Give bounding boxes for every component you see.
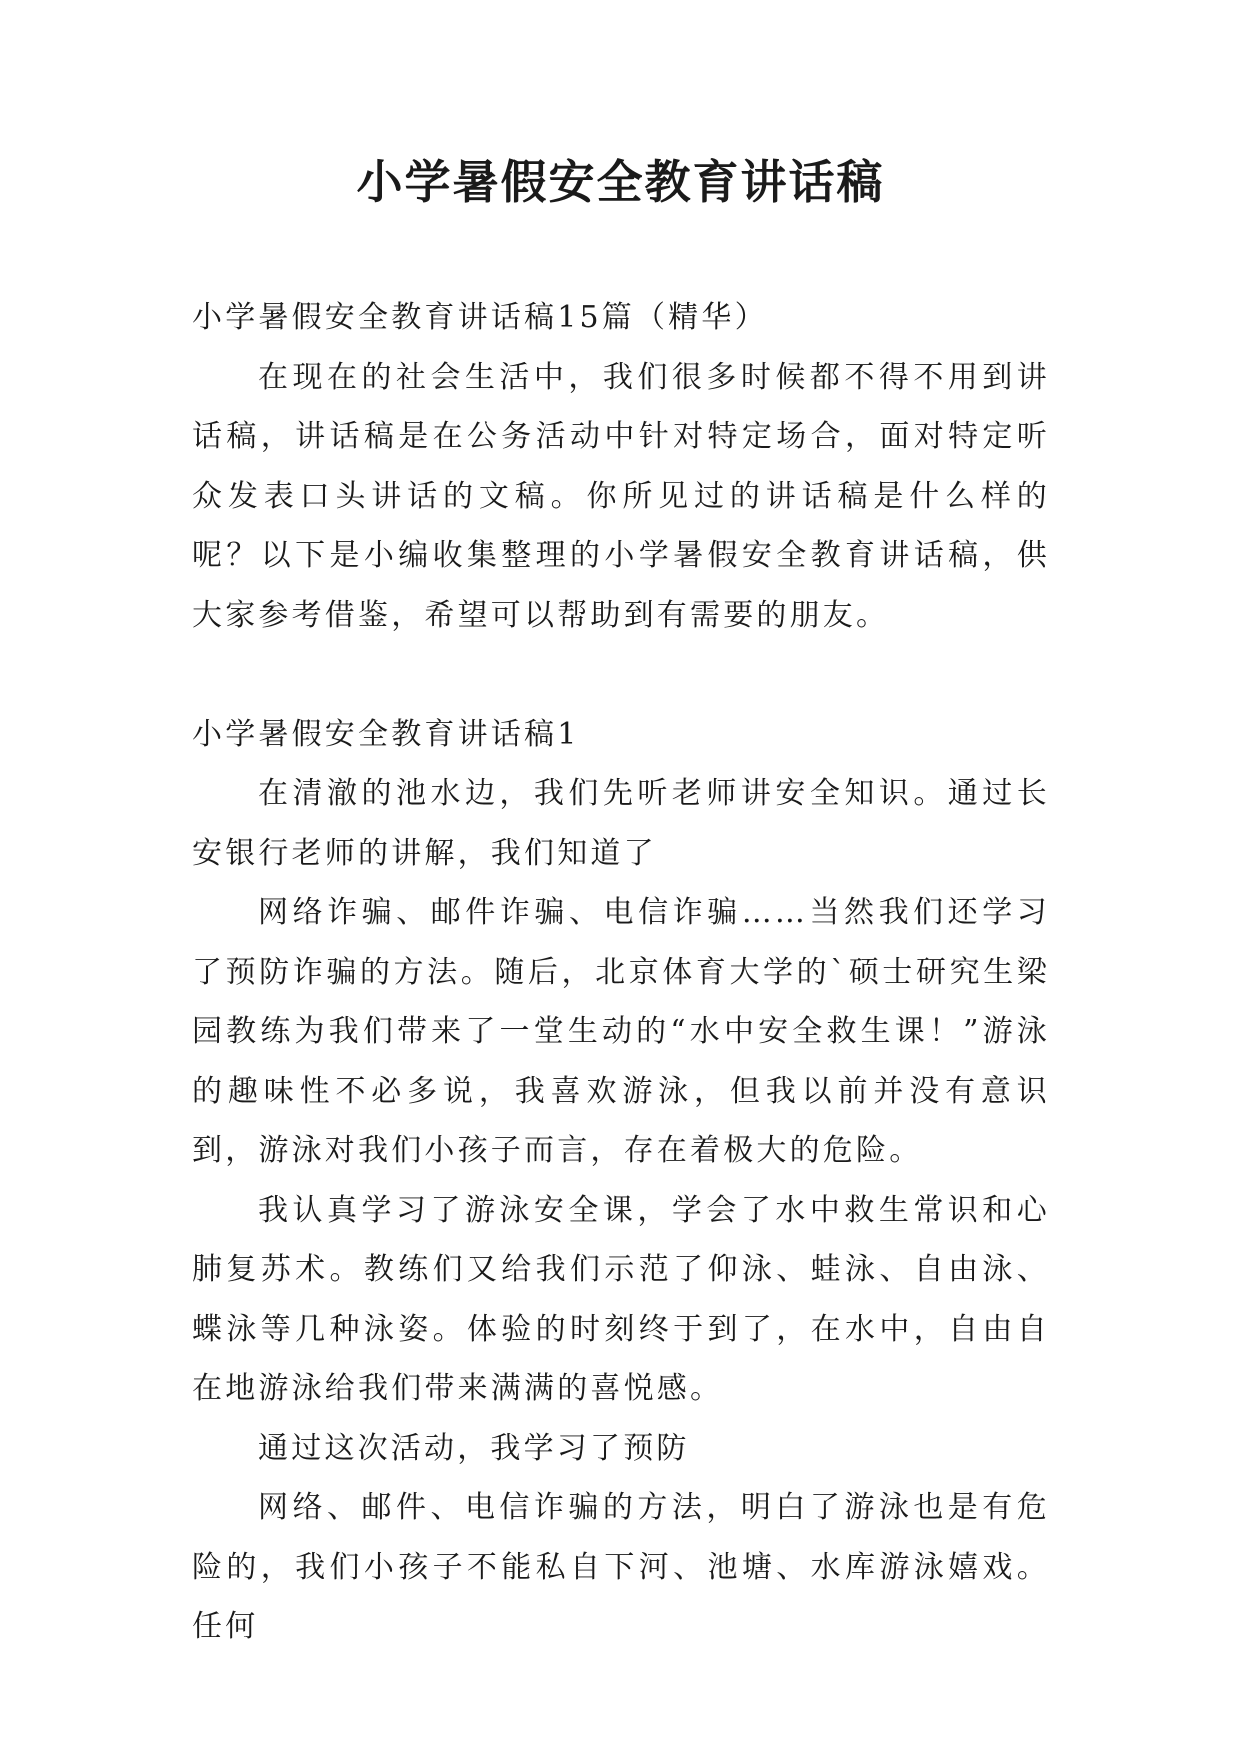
section-heading: 小学暑假安全教育讲话稿1 [192,716,580,752]
body-paragraph: 在清澈的池水边，我们先听老师讲安全知识。通过长安银行老师的讲解，我们知道了 [192,776,1050,871]
body-paragraph: 我认真学习了游泳安全课，学会了水中救生常识和心肺复苏术。教练们又给我们示范了仰泳、蛙泳、自由泳、蝶泳等几种泳姿。体验的时刻终于到了，在水中，自由自在地游泳给我们带来满满的喜悦感。 [192,1192,1050,1406]
body-paragraph: 网络诈骗、邮件诈骗、电信诈骗……当然我们还学习了预防诈骗的方法。随后，北京体育大学的`硕士研究生梁园教练为我们带来了一堂生动的“水中安全救生课！”游泳的趣味性不必多说，我喜欢游泳，但我以前并没有意识到，游泳对我们小孩子而言，存在着极大的危险。 [192,895,1050,1168]
body-paragraph: 通过这次活动，我学习了预防 [258,1430,690,1466]
body-paragraph: 网络、邮件、电信诈骗的方法，明白了游泳也是有危险的，我们小孩子不能私自下河、池塘、水库游泳嬉戏。任何 [192,1490,1050,1644]
document-subtitle: 小学暑假安全教育讲话稿15篇（精华） [192,300,768,335]
document-body [192,288,1050,1657]
document-title: 小学暑假安全教育讲话稿 [356,155,885,209]
intro-paragraph: 在现在的社会生活中，我们很多时候都不得不用到讲话稿，讲话稿是在公务活动中针对特定场合，面对特定听众发表口头讲话的文稿。你所见过的讲话稿是什么样的呢？以下是小编收集整理的小学暑假安全教育讲话稿，供大家参考借鉴，希望可以帮助到有需要的朋友。 [192,359,1050,633]
